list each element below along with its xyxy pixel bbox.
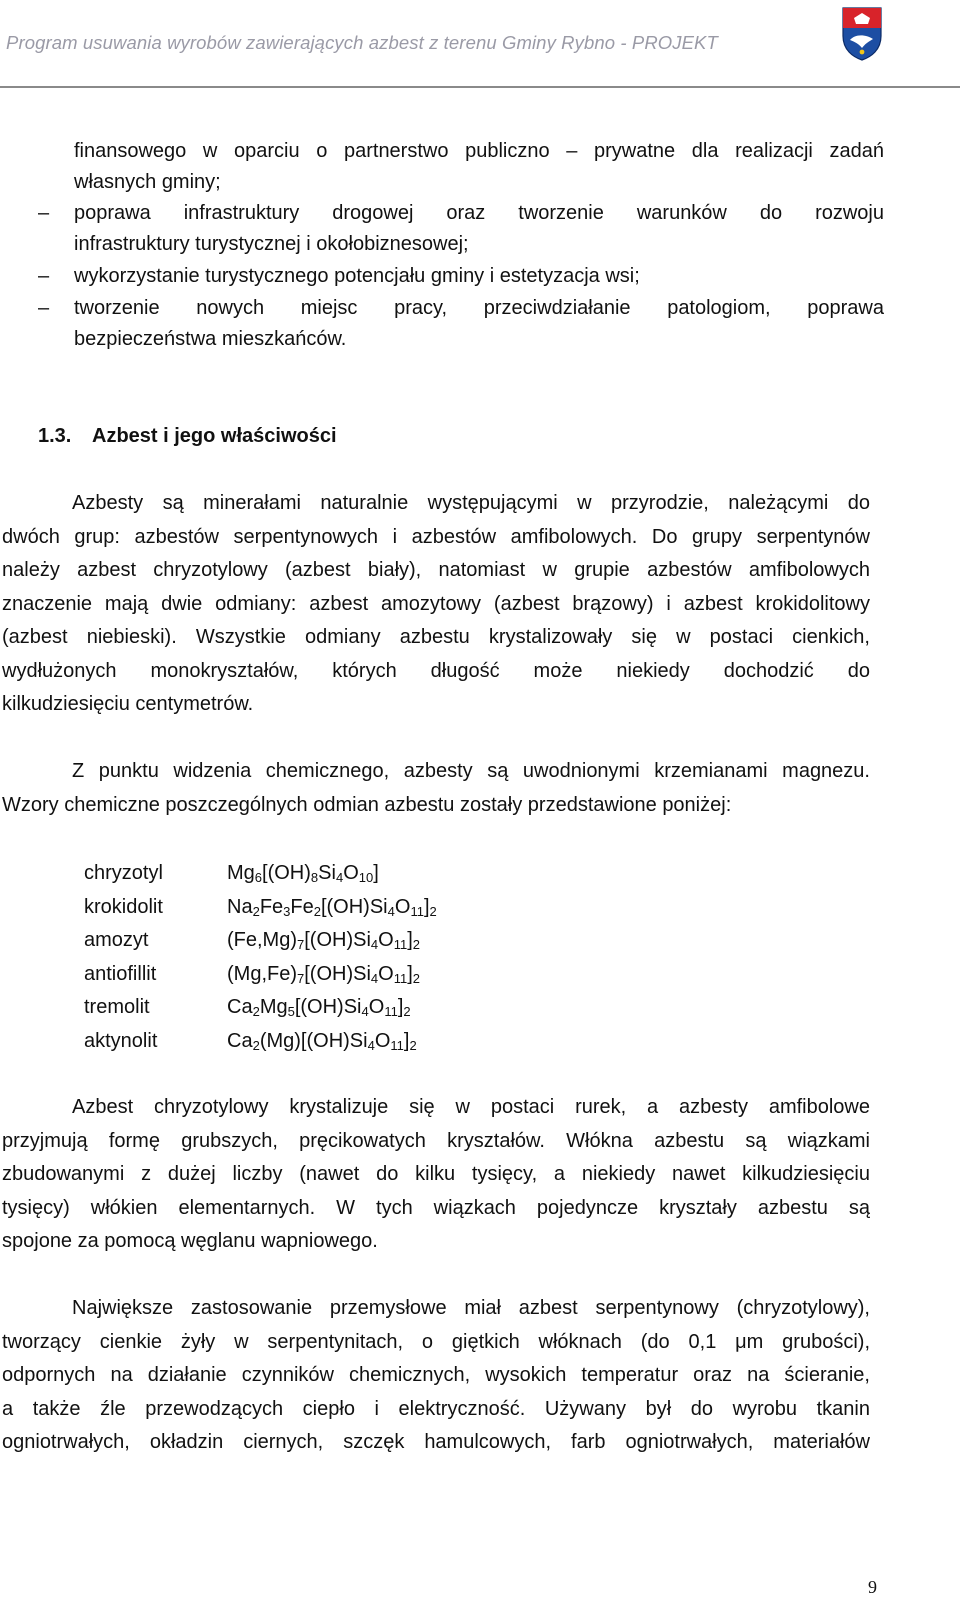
paragraph-line: dwóch grup: azbestów serpentynowych i azbestów amfibolowych. Do grupy serpentynów xyxy=(2,525,870,548)
formula-segment: [(OH)Si xyxy=(320,895,388,918)
list-item: poprawa infrastruktury drogowej oraz tworzenie warunków do rozwoju xyxy=(74,202,884,224)
formula-segment: Mg xyxy=(259,996,288,1018)
paragraph-line: znaczenie mają dwie odmiany: azbest amozytowy (azbest brązowy) i azbest krokidolitowy xyxy=(2,592,870,615)
formula-segment: O xyxy=(394,895,411,918)
bullet-dash: – xyxy=(38,265,50,287)
formula-subscript: 4 xyxy=(370,937,379,952)
paragraph-line: Największe zastosowanie przemysłowe miał azbest serpentynowy (chryzotylowy), xyxy=(72,1297,870,1319)
chemical-formula xyxy=(227,927,420,953)
formula-subscript: 4 xyxy=(335,870,344,885)
paragraph-line: tysięcy) włókien elementarnych. W tych wiązkach pojedyncze kryształy azbestu są xyxy=(2,1196,870,1219)
section-title: Azbest i jego właściwości xyxy=(92,425,337,447)
formula-subscript: 2 xyxy=(252,903,260,919)
bullet-dash: – xyxy=(38,202,50,224)
mineral-name: amozyt xyxy=(84,929,149,951)
formula-subscript: 6 xyxy=(254,870,263,885)
formula-subscript: 2 xyxy=(313,903,321,919)
formula-subscript: 2 xyxy=(429,903,437,919)
formula-segment: O xyxy=(343,862,359,884)
formula-segment: Si xyxy=(318,862,336,884)
mineral-name: chryzotyl xyxy=(84,862,163,884)
header-title: Program usuwania wyrobów zawierających azbest z terenu Gminy Rybno - PROJEKT xyxy=(6,32,718,53)
formula-segment: [(OH)Si xyxy=(304,962,371,985)
list-item-continuation: infrastruktury turystycznej i okołobiznesowej; xyxy=(74,233,469,255)
formula-subscript: 3 xyxy=(283,903,291,919)
formula-segment: ] xyxy=(397,996,404,1018)
chemical-formula xyxy=(227,1028,417,1054)
formula-segment: (Mg,Fe) xyxy=(227,962,297,985)
paragraph-line: (azbest niebieski). Wszystkie odmiany azbestu krystalizowały się w postaci cienkich, xyxy=(2,626,870,648)
formula-segment: Ca xyxy=(227,1029,253,1052)
formula-segment: ] xyxy=(407,929,413,951)
formula-subscript: 2 xyxy=(403,1004,411,1019)
paragraph-line: Azbesty są minerałami naturalnie występującymi w przyrodzie, należącymi do xyxy=(72,492,870,514)
mineral-name: tremolit xyxy=(84,996,150,1018)
formula-segment: Na xyxy=(227,895,253,918)
paragraph-line: tworzący cienkie żyły w serpentynitach, o giętkich włóknach (do 0,1 μm grubości), xyxy=(2,1330,870,1353)
formula-subscript: 11 xyxy=(410,903,424,919)
chemical-formula xyxy=(227,994,411,1020)
header-divider xyxy=(0,86,960,88)
formula-segment: ] xyxy=(407,962,413,985)
coat-of-arms-icon xyxy=(841,6,883,62)
formula-subscript: 5 xyxy=(287,1004,295,1019)
formula-segment: O xyxy=(374,1029,391,1052)
formula-segment: ] xyxy=(403,1029,410,1052)
formula-subscript: 2 xyxy=(409,1037,417,1053)
formula-segment: ] xyxy=(373,862,379,884)
page-header xyxy=(0,0,960,88)
text-line: finansowego w oparciu o partnerstwo publiczno – prywatne dla realizacji zadań xyxy=(74,140,884,162)
formula-segment: Fe xyxy=(290,895,314,918)
paragraph-line: a także źle przewodzących ciepło i elektryczność. Używany był do wyrobu tkanin xyxy=(2,1397,870,1420)
formula-segment: [(OH) xyxy=(262,862,311,884)
formula-segment: (Fe,Mg) xyxy=(227,929,297,951)
paragraph-line: Azbest chryzotylowy krystalizuje się w postaci rurek, a azbesty amfibolowe xyxy=(72,1096,870,1118)
formula-subscript: 7 xyxy=(297,937,305,952)
paragraph-line: Wzory chemiczne poszczególnych odmian azbestu zostały przedstawione poniżej: xyxy=(2,793,732,816)
formula-subscript: 8 xyxy=(310,870,319,885)
paragraph-line: należy azbest chryzotylowy (azbest biały), natomiast w grupie azbestów amfibolowych xyxy=(2,559,870,581)
formula-subscript: 4 xyxy=(361,1004,369,1019)
formula-segment: Ca xyxy=(227,996,253,1018)
paragraph-line: kilkudziesięciu centymetrów. xyxy=(2,693,254,715)
formula-subscript: 2 xyxy=(412,937,420,952)
formula-segment: ] xyxy=(423,895,430,918)
paragraph-line: Z punktu widzenia chemicznego, azbesty są uwodnionymi krzemianami magnezu. xyxy=(72,760,870,782)
list-item-continuation: bezpieczeństwa mieszkańców. xyxy=(74,328,347,350)
formula-segment: O xyxy=(378,962,394,985)
mineral-name: aktynolit xyxy=(84,1029,158,1052)
text-line: własnych gminy; xyxy=(74,171,221,193)
formula-subscript: 11 xyxy=(390,1037,404,1053)
formula-subscript: 2 xyxy=(252,1004,260,1019)
page-number: 9 xyxy=(868,1577,877,1597)
list-item: tworzenie nowych miejsc pracy, przeciwdziałanie patologiom, poprawa xyxy=(74,297,884,319)
paragraph-line: odpornych na działanie czynników chemicznych, wysokich temperatur oraz na ścieranie, xyxy=(2,1364,870,1386)
formula-segment: O xyxy=(368,996,385,1018)
list-item: wykorzystanie turystycznego potencjału gminy i estetyzacja wsi; xyxy=(74,265,640,287)
mineral-name: krokidolit xyxy=(84,895,163,918)
formula-segment: O xyxy=(378,929,394,951)
formula-subscript: 11 xyxy=(393,970,408,986)
mineral-name: antiofillit xyxy=(84,962,157,985)
paragraph-line: wydłużonych monokryształów, których długość może niekiedy dochodzić do xyxy=(2,659,870,682)
paragraph-line: zbudowanymi z dużej liczby (nawet do kilku tysięcy, a niekiedy nawet kilkudziesięciu xyxy=(2,1163,870,1185)
formula-segment: Mg xyxy=(227,862,255,884)
formula-subscript: 2 xyxy=(412,970,420,986)
section-number: 1.3. xyxy=(38,425,72,447)
chemical-formula xyxy=(227,961,420,987)
formula-subscript: 10 xyxy=(358,870,374,885)
formula-subscript: 4 xyxy=(370,970,379,986)
chemical-formula xyxy=(227,860,379,886)
formula-segment: Fe xyxy=(259,895,284,918)
chemical-formula xyxy=(227,894,437,920)
paragraph-line: przyjmują formę grubszych, pręcikowatych kryształów. Włókna azbestu są wiązkami xyxy=(2,1129,870,1152)
formula-subscript: 4 xyxy=(387,903,395,919)
paragraph-line: spojone za pomocą węglanu wapniowego. xyxy=(2,1230,378,1252)
formula-subscript: 11 xyxy=(384,1004,398,1019)
formula-subscript: 11 xyxy=(393,937,408,952)
formula-subscript: 4 xyxy=(367,1037,375,1053)
formula-subscript: 7 xyxy=(297,970,305,986)
formula-segment: [(OH)Si xyxy=(294,996,362,1018)
formula-segment: (Mg)[(OH)Si xyxy=(259,1029,368,1052)
formula-subscript: 2 xyxy=(252,1037,260,1053)
formula-segment: [(OH)Si xyxy=(304,929,371,951)
paragraph-line: ogniotrwałych, okładzin ciernych, szczęk hamulcowych, farb ogniotrwałych, materiałów xyxy=(2,1431,870,1453)
bullet-dash: – xyxy=(38,297,50,319)
